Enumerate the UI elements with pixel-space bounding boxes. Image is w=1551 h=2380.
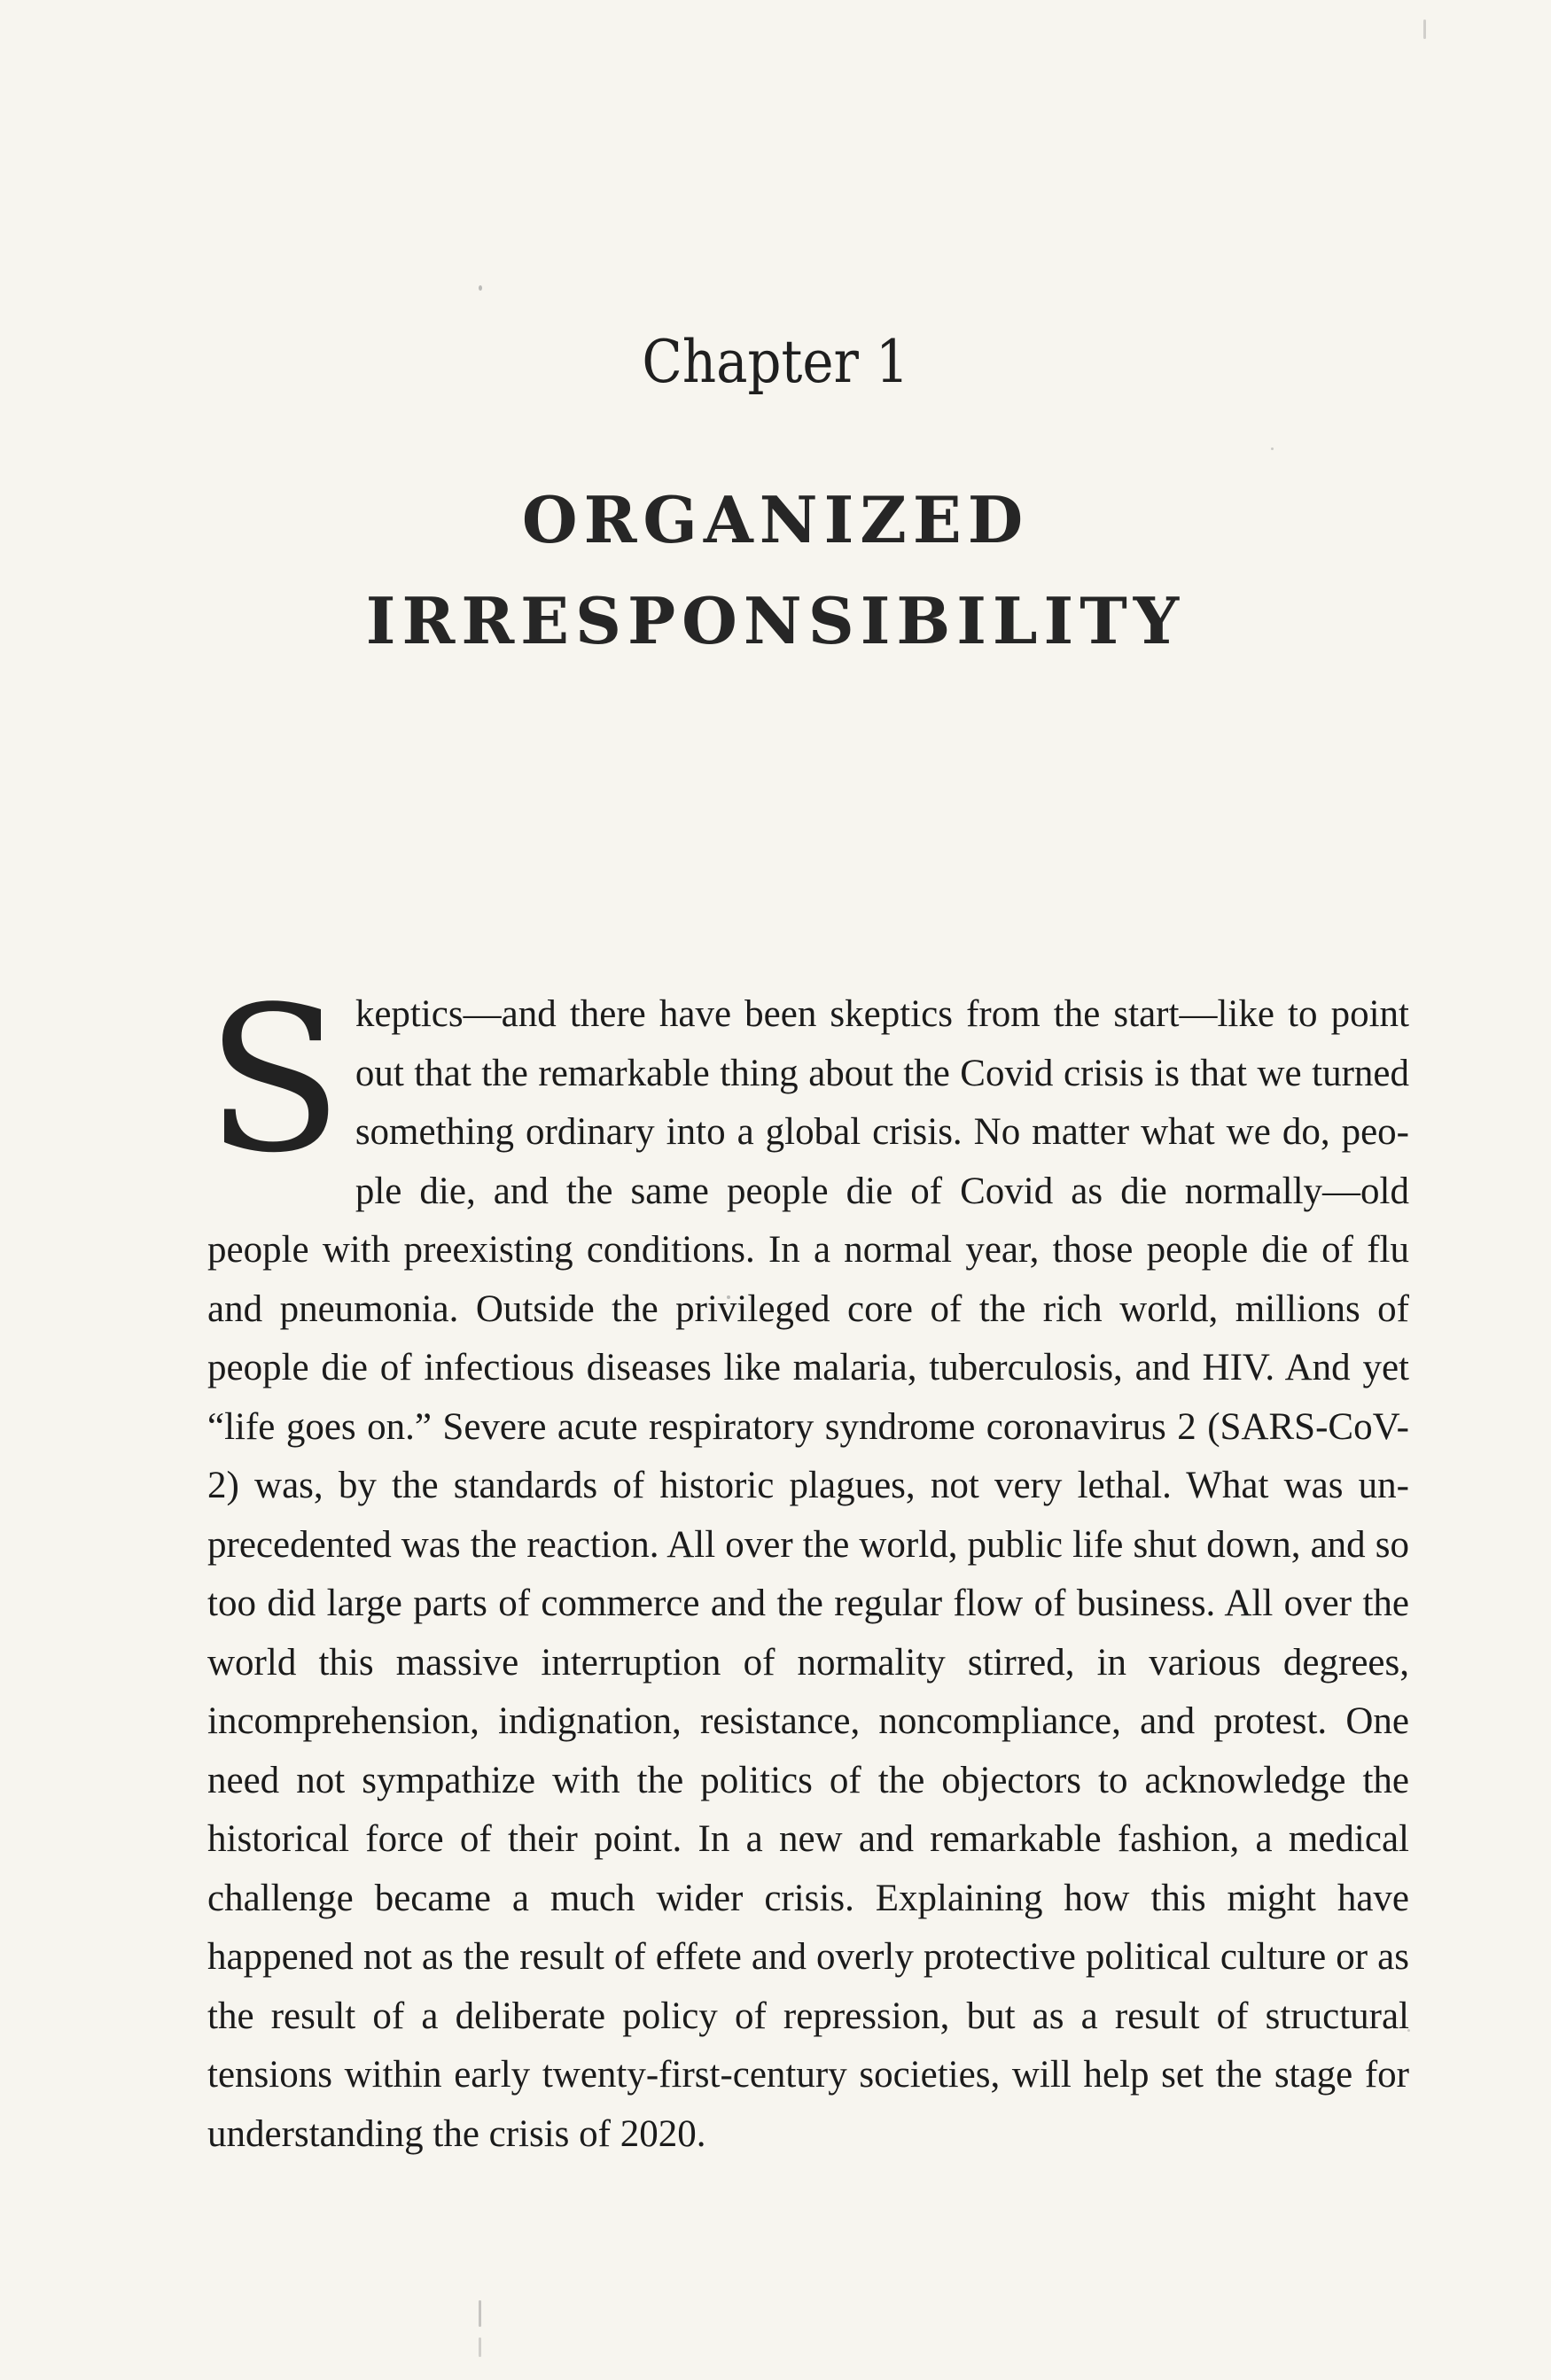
paper-speck: [1271, 447, 1274, 450]
drop-cap: S: [206, 964, 343, 1197]
chapter-number: Chapter 1: [642, 328, 909, 396]
chapter-title: [0, 470, 1551, 672]
chapter-title-line-1: ORGANIZED: [521, 482, 1030, 557]
paper-speck: [479, 2300, 481, 2327]
paragraph-text: keptics—and there have been skeptics from the start—like to point out that the remarkable thing about the Covid crisis is that we turned something ordinary into a global crisis. No matter what we do, people die, and the same people die of Covid as die normally—old people with preexisting conditions. In a normal year, those people die of flu and pneumonia. Outside the privileged core of the rich world, millions of people die of infectious diseases like malaria, tuberculosis, and HIV. And yet “life goes on.” Severe acute respiratory syndrome coronavirus 2 (SARS-CoV-2) was, by the standards of historic plagues, not very lethal. What was unprecedented was the reaction. All over the world, public life shut down, and so too did large parts of commerce and the regular flow of business. All over the world this massive interruption of normality stirred, in various degrees, incomprehension, indignation, resistance, noncompliance, and protest. One need not sympathize with the politics of the objectors to acknowledge the historical force of their point. In a new and remarkable fashion, a medical challenge became a much wider crisis. Explaining how this might have happened not as the result of effete and overly protective political culture or as the result of a deliberate policy of repression, but as a result of structural tensions within early twenty-first-century societies, will help set the stage for understanding the crisis of 2020.: [207, 993, 1409, 2155]
paper-speck: [479, 285, 482, 291]
body-paragraph: [206, 964, 1409, 2164]
paper-speck: [1423, 19, 1426, 39]
paper-speck: [479, 2337, 481, 2357]
chapter-title-line-2: IRRESPONSIBILITY: [365, 583, 1186, 658]
